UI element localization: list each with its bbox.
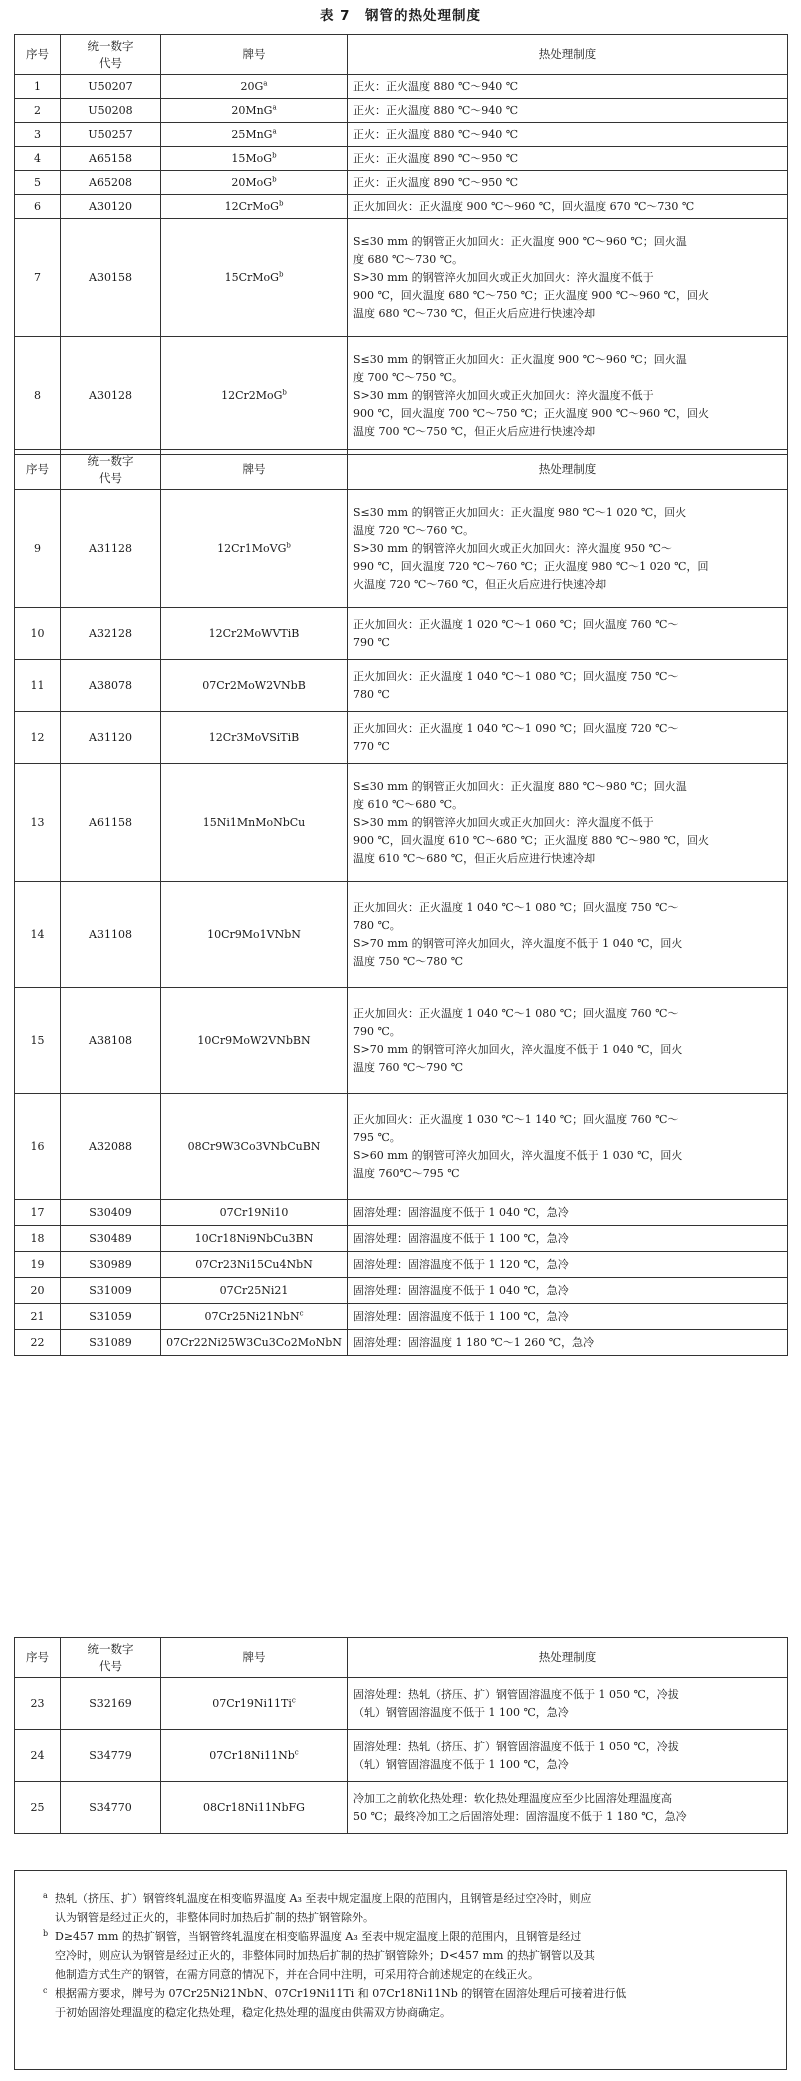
grade-text: 07Cr19Ni11Ti (212, 1696, 292, 1710)
grade-footnote-mark: b (272, 174, 277, 183)
treatment-line: 固溶处理：固溶温度不低于 1 040 ℃，急冷 (353, 1205, 569, 1219)
footnote (29, 1984, 772, 2022)
header-row (15, 1638, 788, 1678)
cell-code: S30989 (61, 1252, 161, 1278)
cell-code: S31009 (61, 1278, 161, 1304)
table-row (15, 123, 788, 147)
header-seq: 序号 (15, 450, 61, 490)
treatment-line: 790 ℃。 (353, 1024, 401, 1038)
table-row (15, 1304, 788, 1330)
cell-seq: 12 (15, 712, 61, 764)
header-grade: 牌号 (161, 1638, 348, 1678)
cell-seq: 21 (15, 1304, 61, 1330)
cell-treatment (348, 1678, 788, 1730)
grade-text: 08Cr18Ni11NbFG (203, 1800, 305, 1814)
grade-footnote-mark: b (282, 387, 287, 396)
table-row (15, 171, 788, 195)
treatment-line: S>70 mm 的钢管可淬火加回火，淬火温度不低于 1 040 ℃，回火 (353, 936, 683, 950)
table-title: 表 7 钢管的热处理制度 (319, 8, 482, 24)
cell-treatment (348, 75, 788, 99)
header-code-line: 代号 (99, 1658, 122, 1673)
cell-seq: 20 (15, 1278, 61, 1304)
cell-seq: 13 (15, 764, 61, 882)
header-treatment: 热处理制度 (348, 1638, 788, 1678)
footnote-line: 空冷时，则应认为钢管是经过正火的，非整体同时加热后扩制的热扩钢管除外；D<457 mm 的热扩钢管以及其 (55, 1949, 595, 1962)
treatment-line: 固溶处理：固溶温度不低于 1 100 ℃，急冷 (353, 1309, 569, 1323)
treatment-line: 度 680 ℃～730 ℃。 (353, 252, 464, 266)
cell-treatment (348, 608, 788, 660)
heat-treatment-table-2 (14, 449, 788, 1356)
treatment-line: S>30 mm 的钢管淬火加回火或正火加回火：淬火温度不低于 (353, 388, 654, 402)
grade-text: 20G (240, 79, 264, 93)
cell-grade (161, 147, 348, 171)
header-code-line: 统一数字 (87, 1641, 134, 1656)
header-row (15, 450, 788, 490)
cell-seq: 14 (15, 882, 61, 988)
table-row (15, 712, 788, 764)
table-row (15, 660, 788, 712)
cell-grade (161, 99, 348, 123)
grade-footnote-mark: b (278, 198, 284, 207)
cell-treatment (348, 1252, 788, 1278)
cell-seq: 6 (15, 195, 61, 219)
grade-text: 10Cr9MoW2VNbBN (197, 1033, 311, 1047)
treatment-line: 度 700 ℃～750 ℃。 (353, 370, 464, 384)
cell-code: A38078 (61, 660, 161, 712)
grade-text: 07Cr25Ni21NbN (204, 1309, 300, 1323)
cell-seq: 3 (15, 123, 61, 147)
table-row (15, 147, 788, 171)
cell-seq: 23 (15, 1678, 61, 1730)
cell-grade (161, 171, 348, 195)
grade-text: 12Cr2MoG (221, 388, 283, 402)
grade-text: 07Cr2MoW2VNbB (202, 678, 306, 692)
header-code (61, 1638, 161, 1678)
footnote-line: 于初始固溶处理温度的稳定化热处理，稳定化热处理的温度由供需双方协商确定。 (55, 2006, 451, 2019)
cell-treatment (348, 988, 788, 1094)
cell-grade (161, 1094, 348, 1200)
treatment-line: S>30 mm 的钢管淬火加回火或正火加回火：淬火温度不低于 (353, 270, 654, 284)
cell-code: A30128 (61, 337, 161, 455)
cell-treatment (348, 147, 788, 171)
cell-grade (161, 123, 348, 147)
treatment-line: S≤30 mm 的钢管正火加回火：正火温度 880 ℃～980 ℃；回火温 (353, 779, 687, 793)
header-row (15, 35, 788, 75)
table-footnotes (14, 1870, 787, 2070)
cell-code: U50208 (61, 99, 161, 123)
grade-footnote-mark: c (299, 1308, 304, 1317)
grade-footnote-mark: b (272, 150, 277, 159)
cell-treatment (348, 882, 788, 988)
treatment-line: （轧）钢管固溶温度不低于 1 100 ℃，急冷 (353, 1757, 569, 1771)
grade-footnote-mark: a (272, 126, 277, 135)
cell-code: S32169 (61, 1678, 161, 1730)
grade-text: 12Cr1MoVG (217, 541, 287, 555)
cell-seq: 11 (15, 660, 61, 712)
cell-grade (161, 1252, 348, 1278)
grade-text: 25MnG (231, 127, 273, 141)
table-row (15, 490, 788, 608)
cell-treatment (348, 1782, 788, 1834)
cell-code: A38108 (61, 988, 161, 1094)
footnote-line: D≥457 mm 的热扩钢管，当钢管终轧温度在相变临界温度 A₃ 至表中规定温度上限的范围内，且钢管是经过 (55, 1930, 582, 1943)
cell-grade (161, 660, 348, 712)
table-row (15, 1730, 788, 1782)
treatment-line: 温度 610 ℃～680 ℃，但正火后应进行快速冷却 (353, 851, 596, 865)
grade-text: 10Cr18Ni9NbCu3BN (194, 1231, 314, 1245)
footnote-mark: b (43, 1929, 49, 1938)
table-row (15, 1200, 788, 1226)
header-code-line: 代号 (99, 470, 122, 485)
footnote (29, 1889, 772, 1927)
footnote (29, 1927, 772, 1984)
cell-code: A61158 (61, 764, 161, 882)
treatment-line: 900 ℃，回火温度 610 ℃～680 ℃；正火温度 880 ℃～980 ℃，回火 (353, 833, 709, 847)
treatment-line: S>70 mm 的钢管可淬火加回火，淬火温度不低于 1 040 ℃，回火 (353, 1042, 683, 1056)
treatment-line: （轧）钢管固溶温度不低于 1 100 ℃，急冷 (353, 1705, 569, 1719)
grade-text: 12Cr3MoVSiTiB (208, 730, 300, 744)
cell-treatment (348, 712, 788, 764)
cell-seq: 18 (15, 1226, 61, 1252)
cell-code: A31128 (61, 490, 161, 608)
treatment-line: 50 ℃；最终冷加工之后固溶处理：固溶温度不低于 1 180 ℃，急冷 (353, 1809, 687, 1823)
cell-seq: 7 (15, 219, 61, 337)
treatment-line: 温度 680 ℃～730 ℃，但正火后应进行快速冷却 (353, 306, 596, 320)
treatment-line: 固溶处理：固溶温度 1 180 ℃～1 260 ℃，急冷 (353, 1335, 595, 1349)
cell-treatment (348, 1730, 788, 1782)
treatment-line: 固溶处理：固溶温度不低于 1 100 ℃，急冷 (353, 1231, 569, 1245)
cell-grade (161, 1304, 348, 1330)
treatment-line: 正火加回火：正火温度 1 040 ℃～1 080 ℃；回火温度 760 ℃～ (353, 1006, 679, 1020)
treatment-line: 正火加回火：正火温度 1 040 ℃～1 080 ℃；回火温度 750 ℃～ (353, 669, 679, 683)
header-seq: 序号 (15, 1638, 61, 1678)
cell-treatment (348, 99, 788, 123)
table-row (15, 882, 788, 988)
cell-seq: 1 (15, 75, 61, 99)
table-row (15, 988, 788, 1094)
cell-grade (161, 75, 348, 99)
cell-seq: 19 (15, 1252, 61, 1278)
grade-text: 12CrMoG (224, 199, 279, 213)
grade-text: 07Cr25Ni21 (219, 1283, 289, 1297)
table-row (15, 337, 788, 455)
cell-treatment (348, 337, 788, 455)
header-seq: 序号 (15, 35, 61, 75)
cell-grade (161, 608, 348, 660)
cell-code: A32128 (61, 608, 161, 660)
cell-code: A65158 (61, 147, 161, 171)
header-grade: 牌号 (161, 450, 348, 490)
grade-text: 15MoG (231, 151, 273, 165)
table-row (15, 1278, 788, 1304)
treatment-line: 正火：正火温度 880 ℃～940 ℃ (353, 79, 519, 93)
cell-seq: 17 (15, 1200, 61, 1226)
cell-grade (161, 1226, 348, 1252)
grade-text: 15Ni1MnMoNbCu (202, 815, 306, 829)
grade-footnote-mark: c (294, 1747, 299, 1756)
treatment-line: 正火：正火温度 890 ℃～950 ℃ (353, 151, 519, 165)
treatment-line: 固溶处理：热轧（挤压、扩）钢管固溶温度不低于 1 050 ℃，冷拔 (353, 1687, 679, 1701)
cell-grade (161, 490, 348, 608)
treatment-line: 正火：正火温度 880 ℃～940 ℃ (353, 127, 519, 141)
cell-treatment (348, 764, 788, 882)
heat-treatment-table-3 (14, 1637, 788, 1834)
cell-treatment (348, 123, 788, 147)
header-code (61, 450, 161, 490)
cell-grade (161, 1278, 348, 1304)
table-row (15, 1094, 788, 1200)
cell-code: S34779 (61, 1730, 161, 1782)
cell-treatment (348, 171, 788, 195)
table-row (15, 608, 788, 660)
treatment-line: 正火：正火温度 890 ℃～950 ℃ (353, 175, 519, 189)
cell-code: U50257 (61, 123, 161, 147)
treatment-line: 795 ℃。 (353, 1130, 401, 1144)
treatment-line: 火温度 720 ℃～760 ℃，但正火后应进行快速冷却 (353, 577, 607, 591)
footnote-line: 他制造方式生产的钢管，在需方同意的情况下，并在合同中注明，可采用符合前述规定的在线正火。 (55, 1968, 539, 1981)
cell-treatment (348, 1330, 788, 1356)
cell-grade (161, 219, 348, 337)
cell-seq: 8 (15, 337, 61, 455)
grade-text: 12Cr2MoWVTiB (208, 626, 300, 640)
table-row (15, 1782, 788, 1834)
header-code-line: 统一数字 (87, 453, 134, 468)
cell-code: S30409 (61, 1200, 161, 1226)
treatment-line: 790 ℃ (353, 635, 390, 649)
footnote-line: 热轧（挤压、扩）钢管终轧温度在相变临界温度 A₃ 至表中规定温度上限的范围内，且钢管是经过空冷时，则应 (55, 1892, 592, 1905)
treatment-line: S≤30 mm 的钢管正火加回火：正火温度 980 ℃～1 020 ℃，回火 (353, 505, 687, 519)
treatment-line: 780 ℃。 (353, 918, 401, 932)
grade-footnote-mark: a (263, 78, 268, 87)
cell-grade (161, 195, 348, 219)
treatment-line: S>30 mm 的钢管淬火加回火或正火加回火：淬火温度 950 ℃～ (353, 541, 672, 555)
cell-code: S30489 (61, 1226, 161, 1252)
cell-grade (161, 1730, 348, 1782)
cell-treatment (348, 1278, 788, 1304)
cell-seq: 9 (15, 490, 61, 608)
cell-treatment (348, 1200, 788, 1226)
treatment-line: 正火：正火温度 880 ℃～940 ℃ (353, 103, 519, 117)
grade-footnote-mark: b (286, 540, 291, 549)
grade-text: 20MnG (231, 103, 273, 117)
cell-treatment (348, 1226, 788, 1252)
table-row (15, 1678, 788, 1730)
treatment-line: 温度 750 ℃～780 ℃ (353, 954, 464, 968)
treatment-line: 780 ℃ (353, 687, 390, 701)
cell-treatment (348, 660, 788, 712)
cell-seq: 2 (15, 99, 61, 123)
cell-seq: 24 (15, 1730, 61, 1782)
cell-seq: 5 (15, 171, 61, 195)
treatment-line: 正火加回火：正火温度 1 020 ℃～1 060 ℃；回火温度 760 ℃～ (353, 617, 679, 631)
cell-seq: 25 (15, 1782, 61, 1834)
footnote-mark: a (43, 1891, 48, 1900)
header-treatment: 热处理制度 (348, 450, 788, 490)
cell-grade (161, 1200, 348, 1226)
table-row (15, 1330, 788, 1356)
cell-grade (161, 712, 348, 764)
cell-code: A32088 (61, 1094, 161, 1200)
grade-text: 20MoG (231, 175, 273, 189)
grade-text: 15CrMoG (224, 270, 279, 284)
treatment-line: 温度 760 ℃～790 ℃ (353, 1060, 464, 1074)
cell-grade (161, 1330, 348, 1356)
header-grade: 牌号 (161, 35, 348, 75)
cell-code: U50207 (61, 75, 161, 99)
cell-grade (161, 882, 348, 988)
cell-grade (161, 337, 348, 455)
header-code (61, 35, 161, 75)
treatment-line: 温度 700 ℃～750 ℃，但正火后应进行快速冷却 (353, 424, 596, 438)
table-row (15, 99, 788, 123)
treatment-line: 固溶处理：固溶温度不低于 1 120 ℃，急冷 (353, 1257, 569, 1271)
cell-grade (161, 988, 348, 1094)
footnote-line: 认为钢管是经过正火的，非整体同时加热后扩制的热扩钢管除外。 (55, 1911, 374, 1924)
table-row (15, 1252, 788, 1278)
cell-seq: 22 (15, 1330, 61, 1356)
table-row (15, 75, 788, 99)
cell-code: A30158 (61, 219, 161, 337)
table-row (15, 219, 788, 337)
cell-code: S31089 (61, 1330, 161, 1356)
treatment-line: 冷加工之前软化热处理：软化热处理温度应至少比固溶处理温度高 (353, 1791, 672, 1805)
header-code-line: 代号 (99, 55, 122, 70)
treatment-line: 固溶处理：热轧（挤压、扩）钢管固溶温度不低于 1 050 ℃，冷拔 (353, 1739, 679, 1753)
grade-text: 07Cr19Ni10 (219, 1205, 289, 1219)
treatment-line: S>60 mm 的钢管可淬火加回火，淬火温度不低于 1 030 ℃，回火 (353, 1148, 683, 1162)
treatment-line: S≤30 mm 的钢管正火加回火：正火温度 900 ℃～960 ℃；回火温 (353, 234, 687, 248)
cell-code: S31059 (61, 1304, 161, 1330)
treatment-line: 温度 760℃～795 ℃ (353, 1166, 460, 1180)
treatment-line: 770 ℃ (353, 739, 390, 753)
cell-grade (161, 1678, 348, 1730)
cell-code: A31108 (61, 882, 161, 988)
cell-seq: 4 (15, 147, 61, 171)
table-row (15, 764, 788, 882)
grade-text: 07Cr22Ni25W3Cu3Co2MoNbN (166, 1335, 342, 1349)
heat-treatment-table-1 (14, 34, 788, 455)
cell-treatment (348, 219, 788, 337)
treatment-line: 正火加回火：正火温度 1 040 ℃～1 090 ℃；回火温度 720 ℃～ (353, 721, 679, 735)
cell-code: A65208 (61, 171, 161, 195)
treatment-line: S>30 mm 的钢管淬火加回火或正火加回火：淬火温度不低于 (353, 815, 654, 829)
cell-code: A30120 (61, 195, 161, 219)
treatment-line: 温度 720 ℃～760 ℃。 (353, 523, 475, 537)
cell-seq: 15 (15, 988, 61, 1094)
treatment-line: 正火加回火：正火温度 1 030 ℃～1 140 ℃；回火温度 760 ℃～ (353, 1112, 679, 1126)
grade-text: 08Cr9W3Co3VNbCuBN (187, 1139, 321, 1153)
treatment-line: 固溶处理：固溶温度不低于 1 040 ℃，急冷 (353, 1283, 569, 1297)
cell-treatment (348, 490, 788, 608)
treatment-line: 正火加回火：正火温度 1 040 ℃～1 080 ℃；回火温度 750 ℃～ (353, 900, 679, 914)
table-row (15, 195, 788, 219)
cell-seq: 10 (15, 608, 61, 660)
footnote-mark: c (43, 1986, 48, 1995)
treatment-line: S≤30 mm 的钢管正火加回火：正火温度 900 ℃～960 ℃；回火温 (353, 352, 687, 366)
header-treatment: 热处理制度 (348, 35, 788, 75)
grade-footnote-mark: c (291, 1695, 296, 1704)
grade-text: 10Cr9Mo1VNbN (207, 927, 301, 941)
header-code-line: 统一数字 (87, 38, 134, 53)
cell-treatment (348, 1094, 788, 1200)
grade-footnote-mark: b (278, 269, 284, 278)
treatment-line: 900 ℃，回火温度 700 ℃～750 ℃；正火温度 900 ℃～960 ℃，回火 (353, 406, 709, 420)
cell-treatment (348, 195, 788, 219)
table-row (15, 1226, 788, 1252)
cell-grade (161, 1782, 348, 1834)
footnote-line: 根据需方要求，牌号为 07Cr25Ni21NbN、07Cr19Ni11Ti 和 07Cr18Ni11Nb 的钢管在固溶处理后可接着进行低 (55, 1987, 627, 2000)
grade-text: 07Cr23Ni15Cu4NbN (195, 1257, 313, 1271)
treatment-line: 990 ℃，回火温度 720 ℃～760 ℃；正火温度 980 ℃～1 020 ℃，回 (353, 559, 709, 573)
cell-treatment (348, 1304, 788, 1330)
cell-seq: 16 (15, 1094, 61, 1200)
treatment-line: 度 610 ℃～680 ℃。 (353, 797, 464, 811)
treatment-line: 900 ℃，回火温度 680 ℃～750 ℃；正火温度 900 ℃～960 ℃，回火 (353, 288, 709, 302)
cell-code: A31120 (61, 712, 161, 764)
grade-text: 07Cr18Ni11Nb (209, 1748, 295, 1762)
cell-code: S34770 (61, 1782, 161, 1834)
grade-footnote-mark: a (272, 102, 277, 111)
treatment-line: 正火加回火：正火温度 900 ℃～960 ℃，回火温度 670 ℃～730 ℃ (353, 199, 695, 213)
cell-grade (161, 764, 348, 882)
